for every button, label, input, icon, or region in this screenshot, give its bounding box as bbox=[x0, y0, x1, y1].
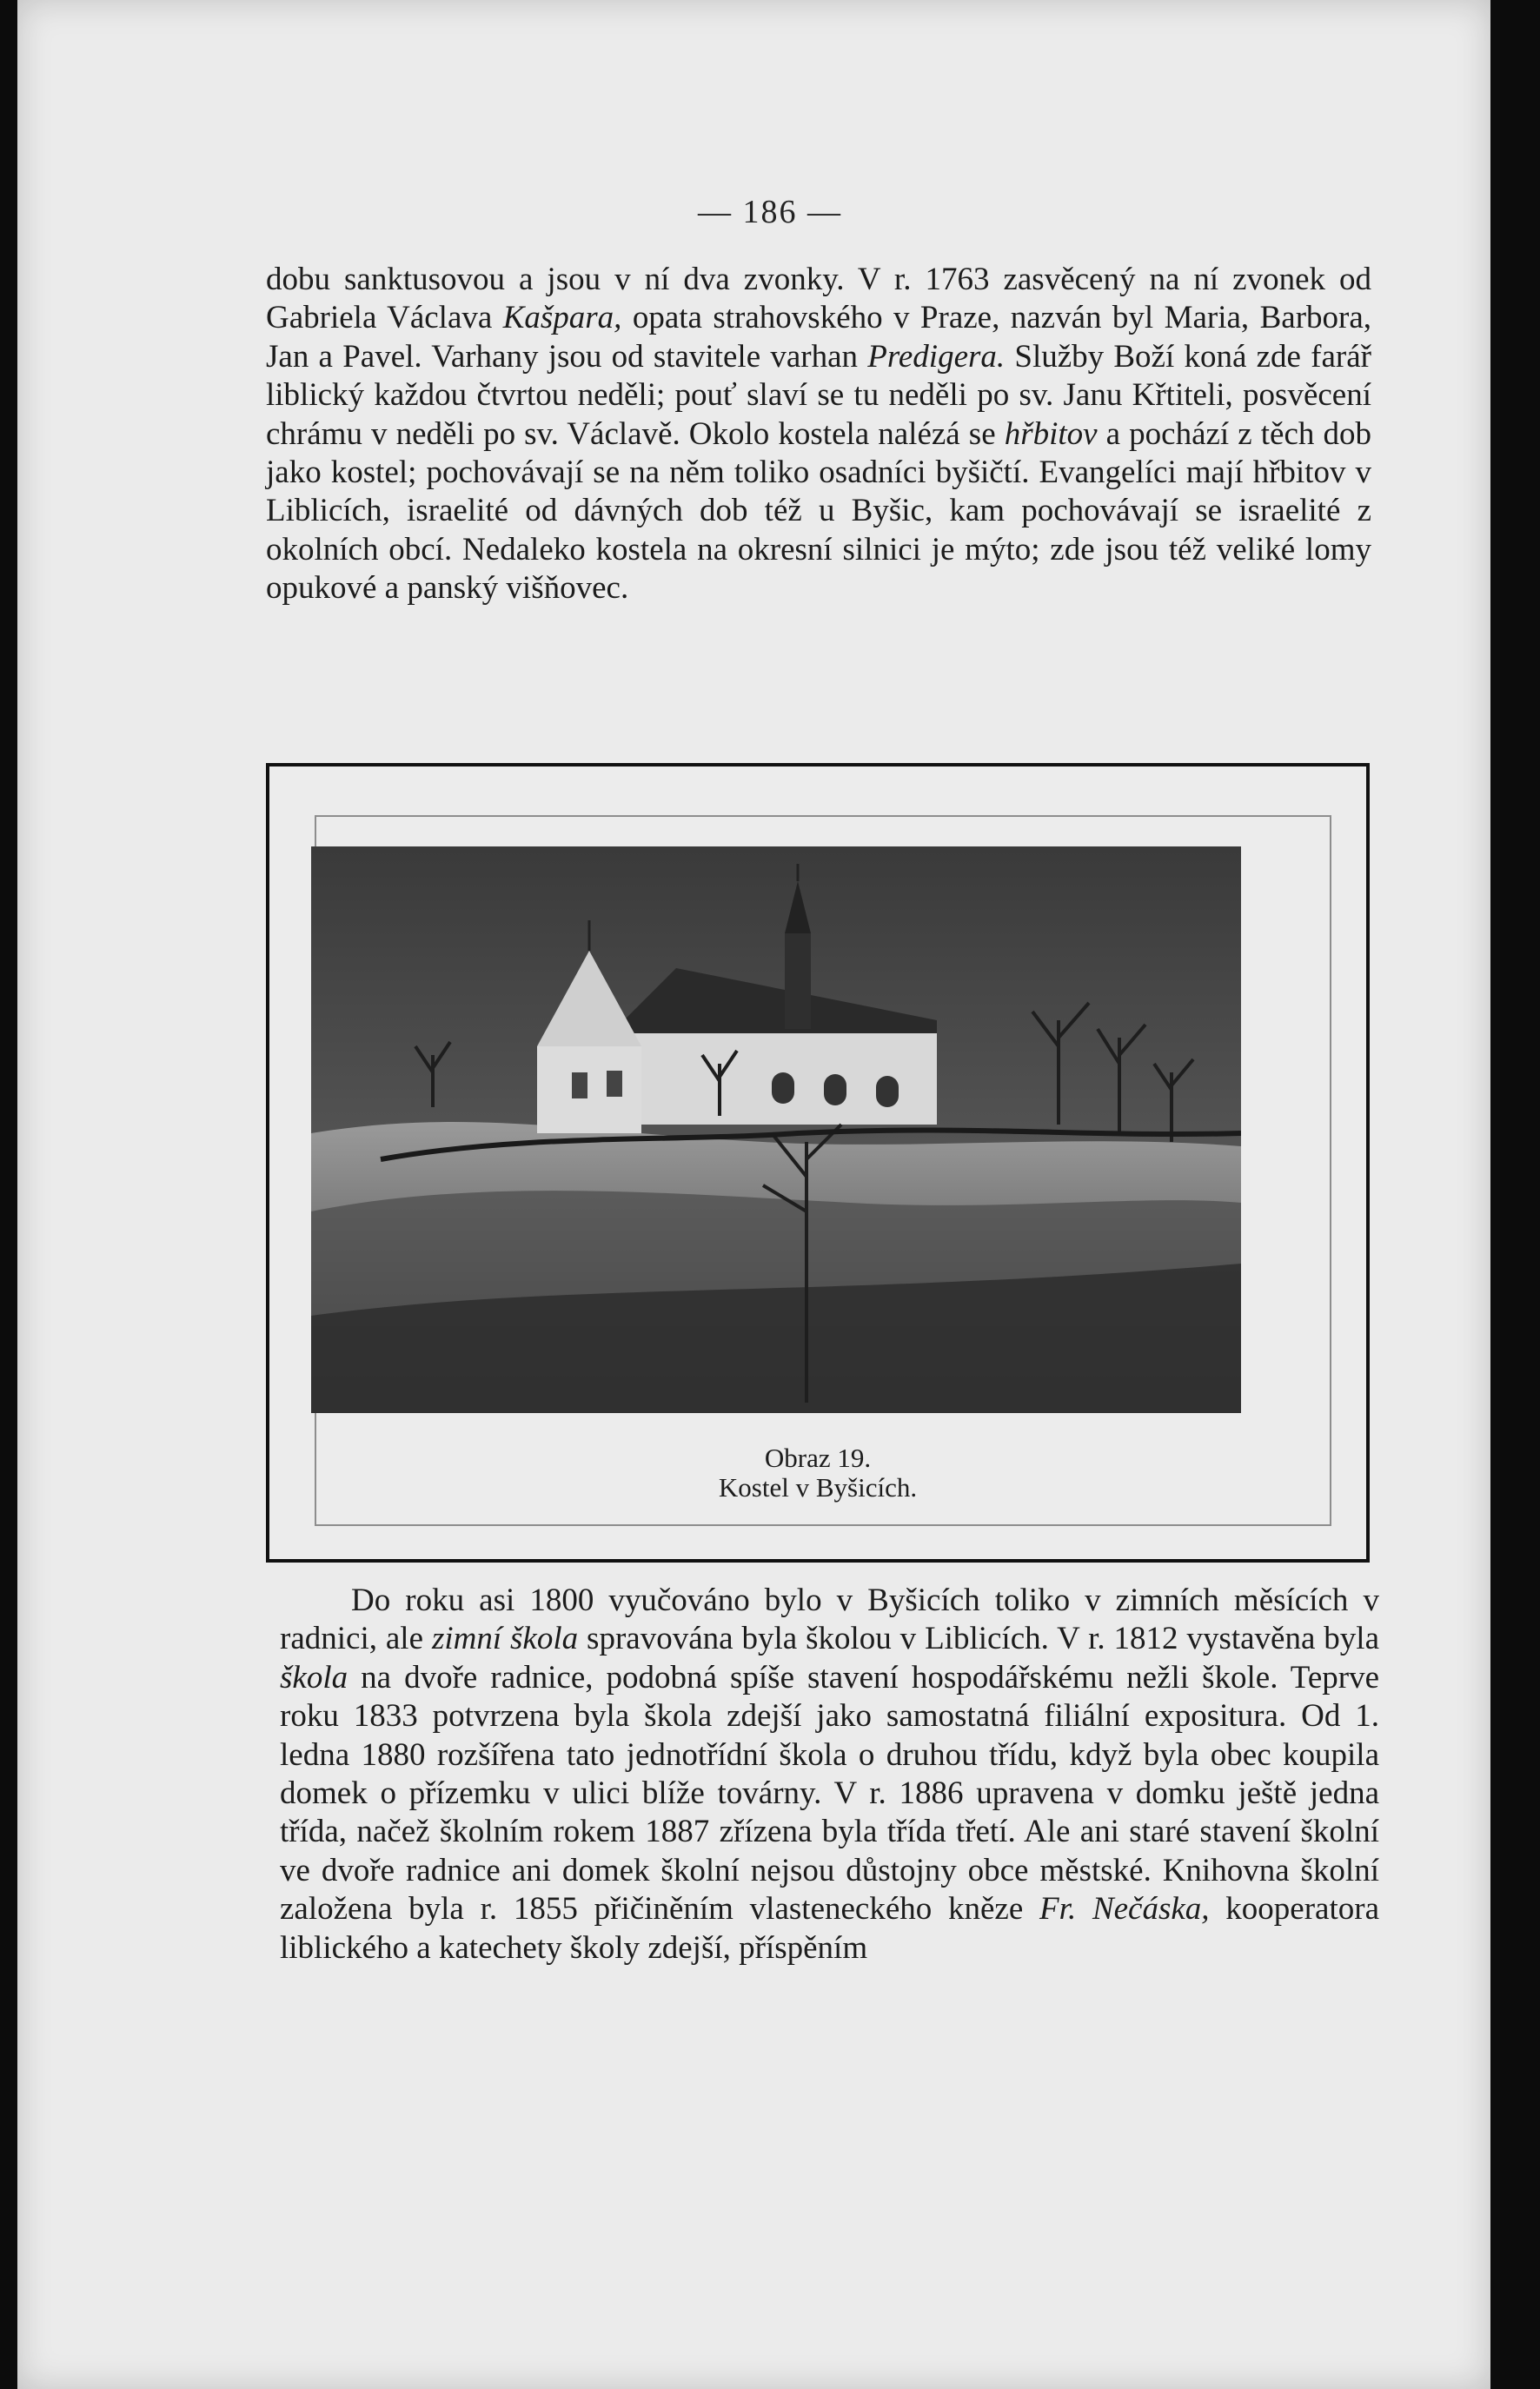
text-segment: a pochází z těch dob jako kostel; pochovávají se na něm toliko osadníci byšičtí. Evangelíci mají hřbitov v Liblicích, israelité od dávných dob též u Byšic, kam pochovávají se israelité z okolních obcí. Nedaleko kostela na okresní silnici je mýto; zde jsou též veliké lomy opukové a panský višňovec. bbox=[266, 415, 1371, 607]
text-segment: dobu sanktusovou a jsou v ní dva zvonky. V r. 1763 zasvěcený na ní zvonek od Gabriela Václava bbox=[266, 262, 1371, 336]
church-photo bbox=[311, 846, 1241, 1413]
paragraph-church bbox=[266, 261, 1371, 608]
figure-title: Kostel v Byšicích. bbox=[718, 1472, 918, 1503]
text-segment: opata strahovského v Praze, nazván byl Maria, Barbora, Jan a Pavel. Varhany jsou od stavitele varhan bbox=[266, 300, 1372, 375]
text-segment: kooperatora liblického a katechety školy zdejší, příspěním bbox=[280, 1891, 1379, 1966]
text-segment-italic: zimní škola bbox=[431, 1621, 579, 1657]
paragraph-school bbox=[280, 1582, 1379, 1968]
text-segment-italic: Predigera. bbox=[867, 338, 1006, 375]
page-number: — 186 — bbox=[698, 194, 842, 230]
text-segment-italic: hřbitov bbox=[1004, 415, 1098, 452]
text-segment-italic: Kašpara, bbox=[502, 300, 622, 336]
text-segment-italic: škola bbox=[280, 1659, 348, 1696]
text-segment: Do roku asi 1800 vyučováno bylo v Byšicích toliko v zimních měsících v radnici, ale bbox=[280, 1583, 1379, 1657]
text-segment: na dvoře radnice, podobná spíše stavení hospodářskému nežli škole. Teprve roku 1833 potvrzena byla škola zdejší jako samostatná filiální expositura. Od 1. ledna 1880 rozšířena tato jednotřídní škola o druhou třídu, když byla obec koupila domek o přízemku v ulici blíže továrny. V r. 1886 upravena v domku ještě jedna třída, načež školním rokem 1887 zřízena byla třída třetí. Ale ani staré stavení školní ve dvoře radnice ani domek školní nejsou důstojny obce městské. Knihovna školní založena byla r. 1855 přičiněním vlasteneckého kněze bbox=[280, 1659, 1379, 1928]
text-segment-italic: Fr. Nečáska, bbox=[1039, 1891, 1210, 1928]
text-segment: Služby Boží koná zde farář liblický každou čtvrtou neděli; pouť slaví se tu neděli po sv. Janu Křtiteli, posvěcení chrámu v neděli po sv. Václavě. Okolo kostela nalézá se bbox=[266, 338, 1371, 452]
text-segment: spravována byla školou v Liblicích. V r. 1812 vystavěna byla bbox=[578, 1621, 1380, 1657]
church-illustration bbox=[311, 846, 1241, 1413]
figure-label: Obraz 19. bbox=[764, 1443, 872, 1473]
